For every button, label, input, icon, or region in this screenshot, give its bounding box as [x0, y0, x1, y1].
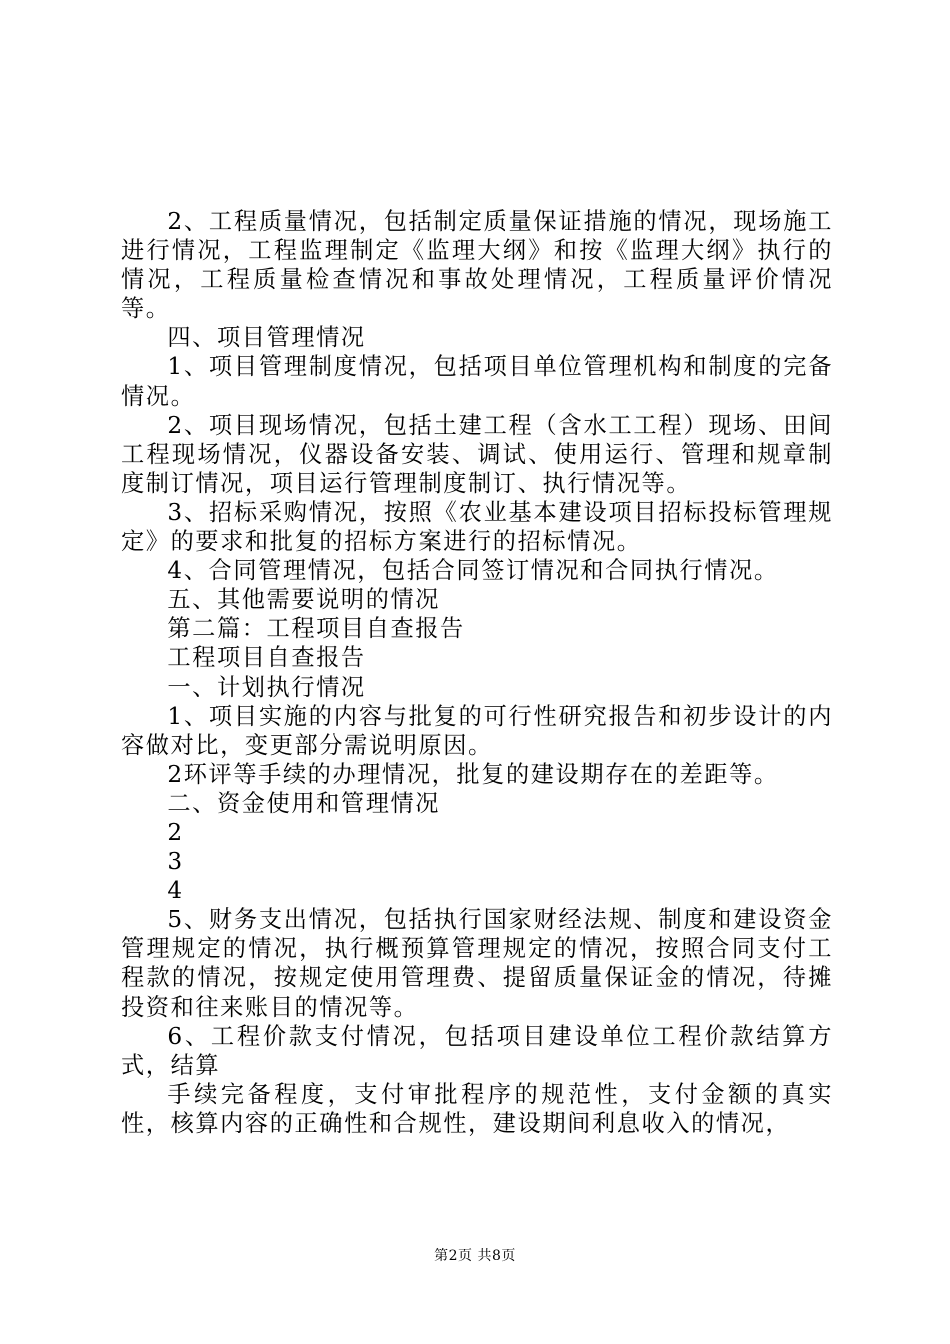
- paragraph-contract: 4、合同管理情况，包括合同签订情况和合同执行情况。: [167, 557, 779, 585]
- paragraph-implementation: 1、项目实施的内容与批复的可行性研究报告和初步设计的内容做对比，变更部分需说明原因。: [121, 702, 833, 759]
- list-number-2: 2: [167, 818, 184, 846]
- list-number-4: 4: [167, 877, 184, 905]
- paragraph-management-system: 1、项目管理制度情况，包括项目单位管理机构和制度的完备情况。: [121, 353, 833, 410]
- heading-funds: 二、资金使用和管理情况: [167, 789, 441, 817]
- heading-project-management: 四、项目管理情况: [167, 324, 366, 352]
- paragraph-eia: 2环评等手续的办理情况，批复的建设期存在的差距等。: [167, 760, 779, 788]
- paragraph-bidding: 3、招标采购情况，按照《农业基本建设项目招标投标管理规定》的要求和批复的招标方案进行的招标情况。: [121, 498, 833, 556]
- paragraph-payment: 6、工程价款支付情况，包括项目建设单位工程价款结算方式，结算: [121, 1022, 833, 1079]
- page-footer: 第2页 共8页: [434, 1248, 516, 1264]
- paragraph-procedures: 手续完备程度，支付审批程序的规范性，支付金额的真实性，核算内容的正确性和合规性，建设期间利息收入的情况，: [121, 1080, 833, 1137]
- heading-other: 五、其他需要说明的情况: [167, 586, 441, 614]
- paragraph-quality: 2、工程质量情况，包括制定质量保证措施的情况，现场施工进行情况，工程监理制定《监理大纲》和按《监理大纲》执行的情况，工程质量检查情况和事故处理情况，工程质量评价情况等。: [121, 208, 833, 323]
- paragraph-financial-expenditure: 5、财务支出情况，包括执行国家财经法规、制度和建设资金管理规定的情况，执行概预算管理规定的情况，按照合同支付工程款的情况，按规定使用管理费、提留质量保证金的情况，待摊投资和往来账目的情况等。: [121, 906, 833, 1021]
- heading-part-two: 第二篇：工程项目自查报告: [167, 615, 465, 643]
- paragraph-site-situation: 2、项目现场情况，包括土建工程（含水工工程）现场、田间工程现场情况，仪器设备安装、调试、使用运行、管理和规章制度制订情况，项目运行管理制度制订、执行情况等。: [121, 411, 833, 497]
- list-number-3: 3: [167, 848, 184, 876]
- document-body: [121, 207, 833, 1138]
- heading-plan-execution: 一、计划执行情况: [167, 673, 366, 701]
- heading-report-title: 工程项目自查报告: [167, 644, 366, 672]
